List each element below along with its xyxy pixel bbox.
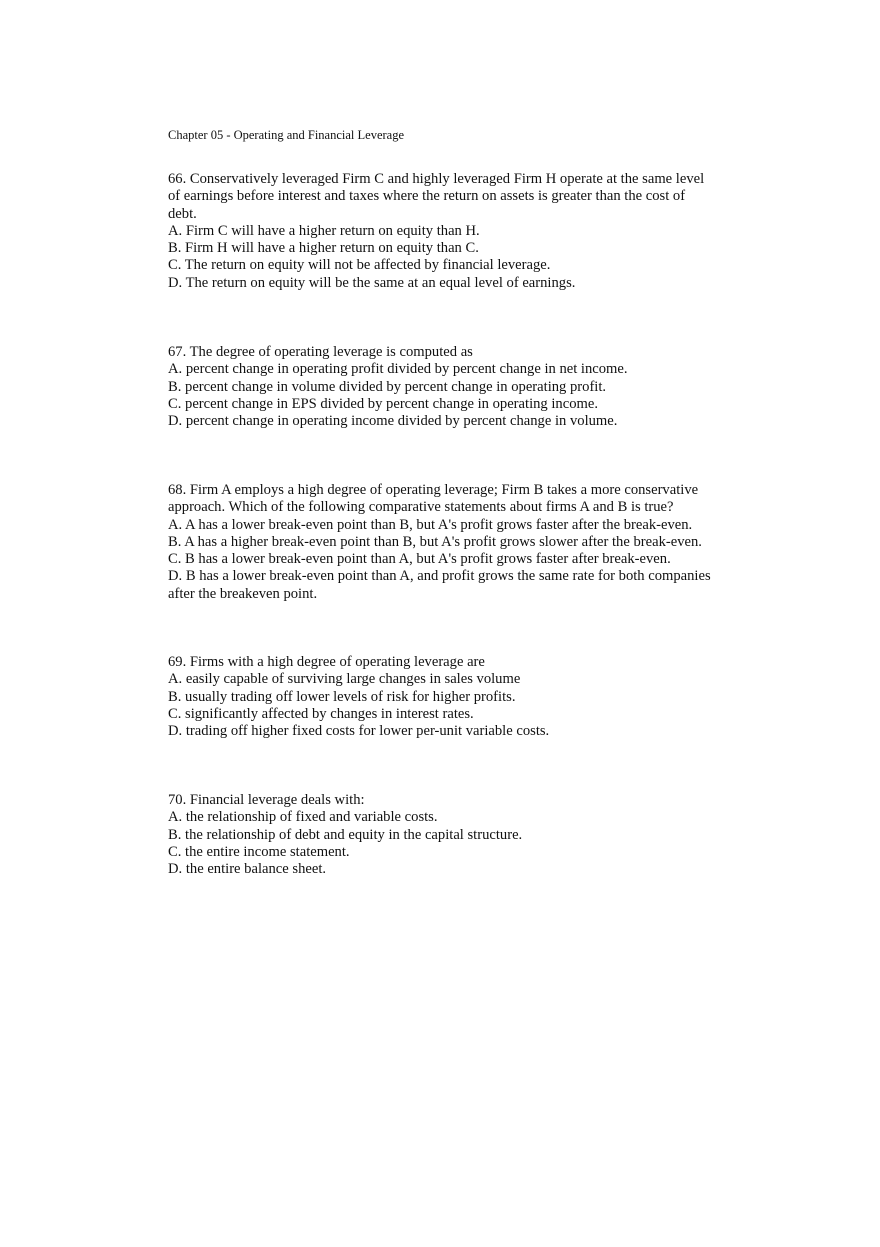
answer-option: D. the entire balance sheet. [168,861,327,878]
question-stem-line: 66. Conservatively leveraged Firm C and highly leveraged Firm H operate at the same level [168,171,705,187]
answer-option: C. The return on equity will not be affected by financial leverage. [168,257,551,274]
question-stem-line: 69. Firms with a high degree of operating leverage are [168,654,485,670]
answer-option: B. percent change in volume divided by percent change in operating profit. [168,378,607,395]
answer-option: C. percent change in EPS divided by percent change in operating income. [168,395,598,412]
answer-option: D. trading off higher fixed costs for lower per-unit variable costs. [168,723,550,740]
question-stem-line: 68. Firm A employs a high degree of operating leverage; Firm B takes a more conservative [168,482,699,498]
question-67 [168,344,628,430]
answer-option: D. percent change in operating income divided by percent change in volume. [168,413,618,430]
question-stem-line: 70. Financial leverage deals with: [168,792,365,808]
answer-option: C. the entire income statement. [168,843,350,860]
question-68 [168,482,711,603]
page-header: Chapter 05 - Operating and Financial Leverage [168,128,405,142]
answer-option: after the breakeven point. [168,585,318,602]
question-stem-line: approach. Which of the following comparative statements about firms A and B is true? [168,499,674,516]
answer-option: A. easily capable of surviving large changes in sales volume [168,671,521,688]
answer-option: D. The return on equity will be the same at an equal level of earnings. [168,274,576,291]
answer-option: A. percent change in operating profit divided by percent change in net income. [168,361,628,378]
answer-option: B. A has a higher break-even point than B, but A's profit grows slower after the break-even. [168,533,702,550]
answer-option: B. the relationship of debt and equity in the capital structure. [168,826,523,843]
answer-option: B. usually trading off lower levels of risk for higher profits. [168,688,516,705]
question-stem-line: debt. [168,205,197,222]
question-stem-line: 67. The degree of operating leverage is computed as [168,344,473,360]
question-66 [168,171,704,292]
answer-option: B. Firm H will have a higher return on equity than C. [168,240,479,257]
question-stem-line: of earnings before interest and taxes where the return on assets is greater than the cost of [168,188,686,205]
answer-option: D. B has a lower break-even point than A, and profit grows the same rate for both companies [168,568,711,585]
answer-option: A. A has a lower break-even point than B, but A's profit grows faster after the break-even. [168,516,693,533]
question-69 [168,654,549,740]
answer-option: C. B has a lower break-even point than A, but A's profit grows faster after break-even. [168,551,671,568]
question-70 [168,792,522,878]
answer-option: C. significantly affected by changes in interest rates. [168,705,474,722]
answer-option: A. the relationship of fixed and variable costs. [168,809,438,826]
answer-option: A. Firm C will have a higher return on equity than H. [168,222,480,239]
